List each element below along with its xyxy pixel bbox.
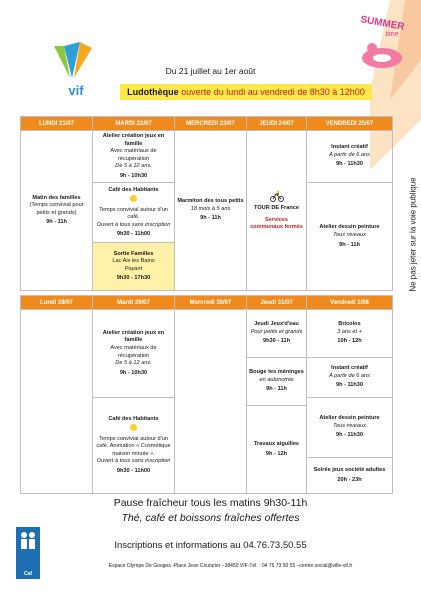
event-time: 10h - 12h bbox=[337, 338, 362, 345]
event-title: Travaux aiguilles bbox=[253, 440, 300, 447]
event-desc: Avec matériaux de récupération bbox=[110, 344, 157, 359]
day-header: Mercredi 30/07 bbox=[175, 296, 247, 310]
empty-cell bbox=[21, 310, 93, 494]
day-header: LUNDI 21/07 bbox=[21, 117, 93, 131]
svg-text:time: time bbox=[385, 31, 399, 38]
inscriptions-info: Inscriptions et informations au 04.76.73.50.55 bbox=[114, 540, 307, 551]
day-header: Mardi 29/07 bbox=[93, 296, 175, 310]
date-range: Du 21 juillet au 1er août bbox=[165, 66, 256, 76]
event-age: De 5 à 12 ans. bbox=[115, 360, 152, 367]
event-desc: Temps convivial autour d'un café. Animation « Cosmétique maison minute ». bbox=[96, 435, 171, 457]
event-desc: (Temps convivial pour petits et grands) bbox=[29, 202, 84, 216]
event-desc: Lac Aix les Bains bbox=[112, 258, 155, 265]
event-title: Instant créatif bbox=[331, 365, 368, 372]
event-cell bbox=[307, 183, 393, 291]
event-note: Ouvert à tous sans inscription bbox=[96, 458, 171, 465]
event-title: Bricolos bbox=[338, 321, 361, 328]
drinks-offered: Thé, café et boissons fraîches offertes bbox=[121, 512, 300, 524]
event-title: Soirée jeux société adultes bbox=[313, 466, 386, 473]
event-title: Atelier dessin peinture bbox=[319, 224, 380, 231]
event-title: Sortie Familles bbox=[113, 250, 154, 257]
event-time: 9h - 11h bbox=[339, 241, 360, 248]
event-time: 9h30 - 11h00 bbox=[116, 231, 151, 238]
event-time: 9h30 - 11h00 bbox=[116, 467, 151, 474]
event-title: TOUR DE France bbox=[254, 205, 299, 212]
event-time: 9h - 11h bbox=[200, 215, 221, 222]
caf-logo bbox=[16, 527, 40, 579]
event-note: Ouvert à tous sans inscription bbox=[96, 221, 171, 228]
event-time: 9h30 - 17h30 bbox=[116, 275, 151, 282]
event-desc: Temps convivial autour d'un café. bbox=[99, 206, 168, 221]
sun-icon bbox=[130, 424, 137, 431]
event-time: 9h - 10h30 bbox=[119, 172, 148, 179]
side-notice: Ne pas jeter sur la voie publique bbox=[408, 177, 418, 292]
event-cell bbox=[307, 458, 393, 494]
week-1-table bbox=[20, 116, 393, 291]
day-header: VENDREDI 25/07 bbox=[307, 117, 393, 131]
event-cell bbox=[247, 131, 307, 291]
event-cell bbox=[247, 406, 307, 494]
week-2-table bbox=[20, 295, 393, 494]
event-cell bbox=[307, 398, 393, 458]
event-title: Marmiton des tous petits bbox=[177, 198, 244, 205]
svg-text:SUMMER: SUMMER bbox=[359, 14, 406, 33]
event-title: Instant créatif bbox=[331, 144, 368, 151]
caf-label: Caf bbox=[23, 571, 33, 577]
event-title: Bouge tes méninges bbox=[249, 369, 304, 376]
event-time: 9h30 - 11h bbox=[262, 338, 291, 345]
event-cell bbox=[247, 358, 307, 406]
event-desc: Pour petits et grands bbox=[250, 328, 303, 335]
event-time: 9h - 11h bbox=[266, 386, 287, 393]
event-title: Atelier dessin peinture bbox=[319, 415, 380, 422]
event-title: Café des Habitants bbox=[108, 186, 159, 193]
ludotheque-banner bbox=[120, 84, 372, 100]
day-header: Vendredi 1/08 bbox=[307, 296, 393, 310]
event-desc: Avec matériaux de récupération bbox=[110, 148, 157, 162]
ludotheque-hours: ouverte du lundi au vendredi de 8h30 à 12h00 bbox=[181, 87, 365, 97]
day-header: Lundi 28/07 bbox=[21, 296, 93, 310]
sun-icon bbox=[130, 195, 137, 202]
event-cell bbox=[175, 131, 247, 291]
pause-fraicheur: Pause fraîcheur tous les matins 9h30-11h bbox=[113, 497, 308, 509]
event-time: 9h - 10h30 bbox=[119, 369, 148, 376]
cyclist-icon bbox=[270, 190, 284, 202]
family-icon bbox=[16, 527, 40, 557]
event-time: 9h - 11h30 bbox=[335, 432, 364, 439]
day-header: MARDI 22/07 bbox=[93, 117, 175, 131]
event-cell bbox=[93, 131, 175, 183]
event-age: Tous niveaux bbox=[333, 232, 366, 238]
event-cell bbox=[93, 183, 175, 243]
event-note: Payant bbox=[124, 265, 143, 272]
event-title: Jeudi Jeux'd'eau bbox=[254, 321, 299, 328]
event-title: Atelier création jeux en famille bbox=[102, 133, 165, 147]
event-title: Café des Habitants bbox=[108, 415, 159, 422]
ludotheque-title: Ludothèque bbox=[127, 87, 179, 97]
svg-text:vif: vif bbox=[68, 83, 84, 98]
event-desc: en autonomie bbox=[259, 376, 294, 383]
closed-notice: Services communaux fermés bbox=[250, 216, 303, 231]
event-time: 9h - 11h30 bbox=[335, 161, 364, 168]
event-age: 3 ans et + bbox=[337, 328, 362, 335]
event-cell bbox=[21, 131, 93, 291]
event-cell bbox=[307, 310, 393, 358]
event-time: 20h - 23h bbox=[337, 476, 362, 483]
day-header: JEUDI 24/07 bbox=[247, 117, 307, 131]
event-age: De 5 à 12 ans. bbox=[115, 163, 152, 170]
day-header: Jeudi 31/07 bbox=[247, 296, 307, 310]
event-title: Matin des familles bbox=[32, 194, 81, 201]
event-age: A partir de 6 ans bbox=[329, 151, 370, 158]
event-time: 9h - 11h30 bbox=[335, 382, 364, 389]
event-cell bbox=[307, 131, 393, 183]
event-cell bbox=[93, 398, 175, 494]
event-title: Atelier création jeux en famille bbox=[102, 329, 165, 344]
event-age: A partir de 6 ans bbox=[329, 372, 370, 379]
address: Espace Olympe De Gouges -Place Jean Couturier –38450 VIF-Tél. : 04 76 73 50 55 –centre.social@ville-vif.fr bbox=[108, 563, 353, 569]
event-age: Tous niveaux bbox=[333, 422, 366, 429]
event-time: 9h - 11h bbox=[46, 219, 67, 226]
event-cell bbox=[93, 243, 175, 291]
day-header: MERCREDI 23/07 bbox=[175, 117, 247, 131]
summer-time-logo bbox=[344, 12, 414, 72]
event-cell bbox=[307, 358, 393, 398]
event-cell bbox=[93, 310, 175, 398]
empty-cell bbox=[175, 310, 247, 494]
event-time: 9h - 12h bbox=[265, 450, 288, 457]
event-cell bbox=[247, 310, 307, 358]
event-age: 18 mois à 5 ans bbox=[190, 205, 231, 212]
